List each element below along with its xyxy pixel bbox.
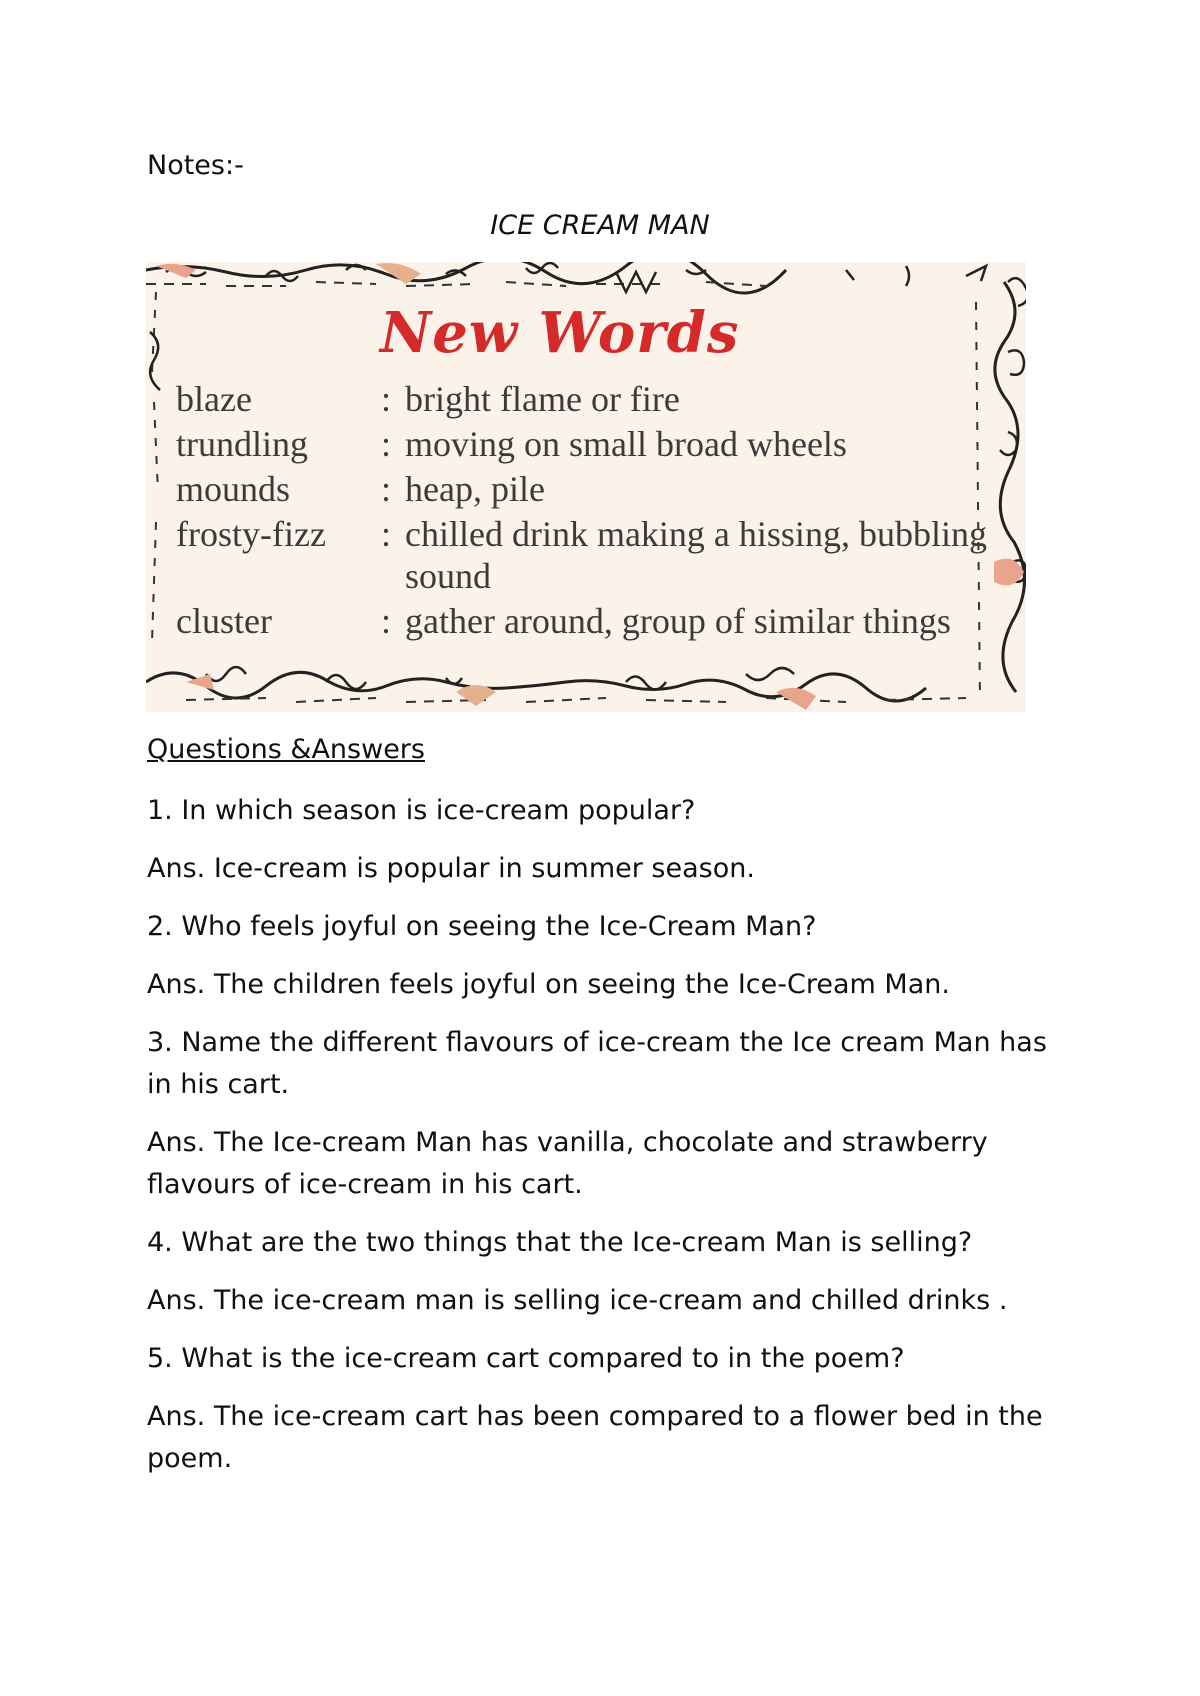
word-entry [176, 423, 996, 465]
colon-separator: : [381, 469, 392, 509]
word-definition: bright flame or fire [405, 379, 680, 419]
question-3: 3. Name the different flavours of ice-cream the Ice cream Man has in his cart. [147, 1027, 1047, 1100]
question-4: 4. What are the two things that the Ice-cream Man is selling? [147, 1227, 973, 1258]
colon-separator: : [381, 514, 392, 554]
word-term: trundling [176, 424, 308, 464]
word-list [176, 378, 996, 645]
word-term: frosty-fizz [176, 514, 326, 554]
word-definition: chilled drink making a hissing, bubbling sound [405, 514, 987, 596]
notes-label: Notes:- [147, 150, 244, 181]
answer-3: Ans. The Ice-cream Man has vanilla, chocolate and strawberry flavours of ice-cream in his cart. [147, 1127, 988, 1200]
colon-separator: : [381, 601, 392, 641]
document-title: ICE CREAM MAN [490, 210, 710, 241]
word-definition: gather around, group of similar things [405, 601, 951, 641]
word-term: mounds [176, 469, 291, 509]
question-5: 5. What is the ice-cream cart compared to in the poem? [147, 1343, 905, 1374]
new-words-panel [146, 262, 1026, 712]
word-term: cluster [176, 601, 272, 641]
question-1: 1. In which season is ice-cream popular? [147, 795, 696, 826]
answer-4: Ans. The ice-cream man is selling ice-cream and chilled drinks . [147, 1285, 1008, 1316]
word-definition: heap, pile [405, 469, 545, 509]
word-entry [176, 600, 996, 642]
word-entry [176, 468, 996, 510]
colon-separator: : [381, 379, 392, 419]
new-words-heading: New Words [380, 300, 740, 366]
word-definition: moving on small broad wheels [405, 424, 847, 464]
colon-separator: : [381, 424, 392, 464]
answer-2: Ans. The children feels joyful on seeing the Ice-Cream Man. [147, 969, 950, 1000]
word-entry [176, 513, 996, 597]
question-2: 2. Who feels joyful on seeing the Ice-Cream Man? [147, 911, 817, 942]
word-entry [176, 378, 996, 420]
answer-1: Ans. Ice-cream is popular in summer season. [147, 853, 755, 884]
answer-5: Ans. The ice-cream cart has been compared to a flower bed in the poem. [147, 1401, 1043, 1474]
qa-heading: Questions &Answers [147, 734, 425, 765]
word-term: blaze [176, 379, 252, 419]
